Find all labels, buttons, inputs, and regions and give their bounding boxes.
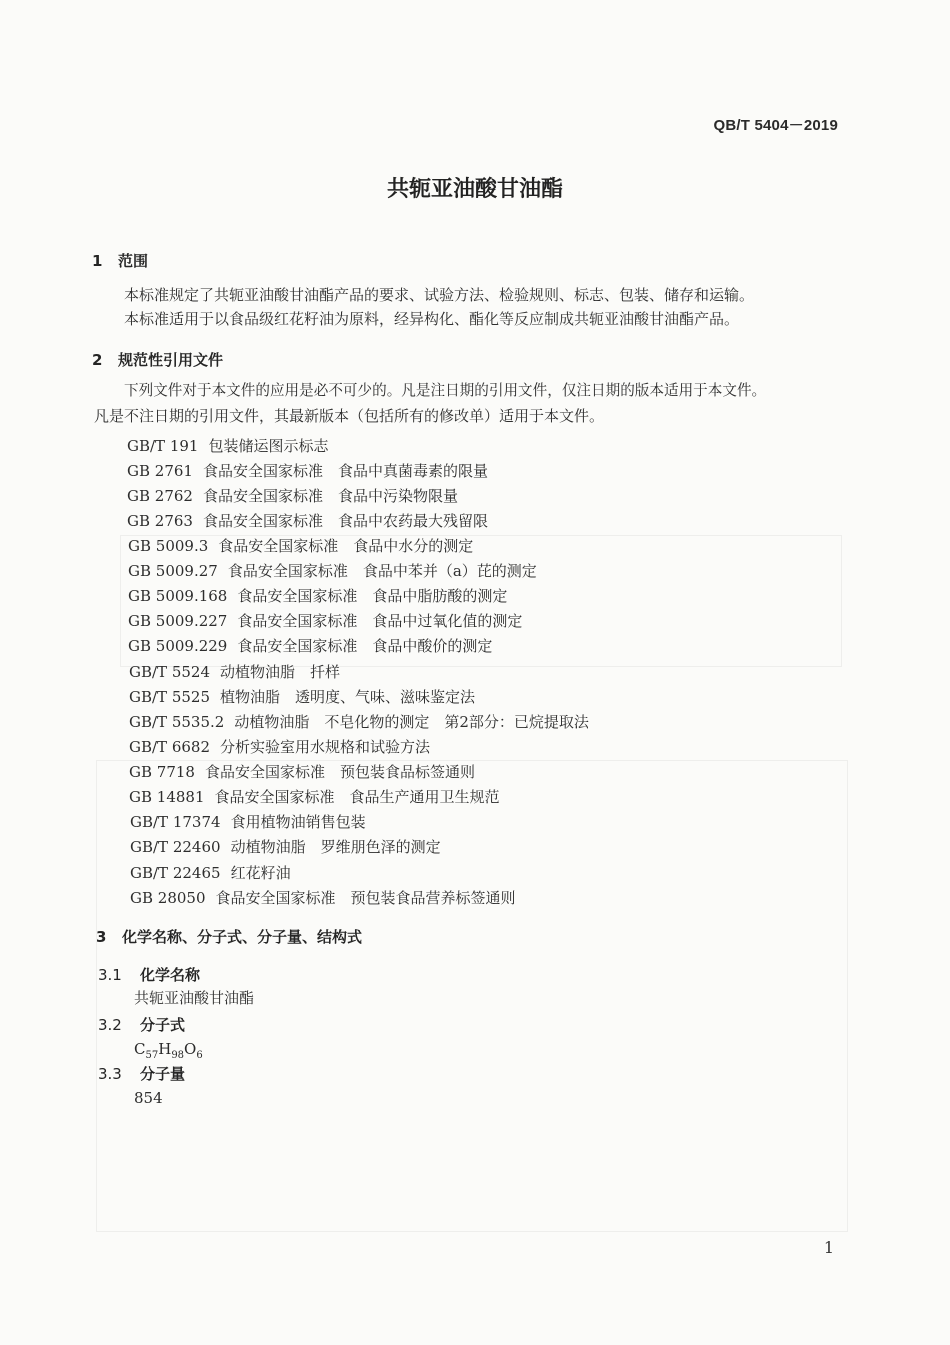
reference-item: GB 28050 食品安全国家标准 预包装食品营养标签通则: [130, 889, 516, 907]
page-number: 1: [823, 1238, 834, 1257]
reference-item: GB 14881 食品安全国家标准 食品生产通用卫生规范: [129, 788, 500, 806]
reference-item: GB 2761 食品安全国家标准 食品中真菌毒素的限量: [127, 462, 488, 480]
molecular-weight-value: 854: [134, 1089, 163, 1107]
reference-item: GB/T 5525 植物油脂 透明度、气味、滋味鉴定法: [129, 688, 476, 706]
document-title: 共轭亚油酸甘油酯: [386, 177, 563, 202]
reference-item: GB/T 6682 分析实验室用水规格和试验方法: [129, 738, 431, 756]
standard-number: QB/T 5404－2019: [713, 117, 838, 134]
subsection-number: 3.3: [98, 1065, 122, 1083]
reference-item: GB/T 22465 红花籽油: [130, 864, 291, 882]
reference-item: GB 2762 食品安全国家标准 食品中污染物限量: [127, 487, 458, 505]
section-title: 化学名称、分子式、分子量、结构式: [122, 928, 363, 946]
section-1-heading: [92, 250, 148, 271]
subsection-3-1-heading: [98, 964, 200, 985]
reference-item: GB/T 17374 食用植物油销售包装: [130, 813, 366, 831]
reference-item: GB/T 191 包装储运图示标志: [127, 437, 329, 455]
reference-item: GB 5009.229 食品安全国家标准 食品中酸价的测定: [128, 637, 493, 655]
subsection-title: 化学名称: [140, 966, 201, 984]
reference-item: GB 5009.168 食品安全国家标准 食品中脂肪酸的测定: [128, 587, 508, 605]
reference-item: GB 7718 食品安全国家标准 预包装食品标签通则: [129, 763, 475, 781]
section-2-heading: [92, 349, 223, 370]
section-3-heading: [96, 926, 362, 947]
reference-item: GB 5009.227 食品安全国家标准 食品中过氧化值的测定: [128, 612, 523, 630]
scope-paragraph-2: 本标准适用于以食品级红花籽油为原料，经异构化、酯化等反应制成共轭亚油酸甘油酯产品。: [124, 310, 740, 328]
references-intro-line-2: 凡是不注日期的引用文件，其最新版本（包括所有的修改单）适用于本文件。: [94, 407, 605, 425]
reference-item: GB 5009.27 食品安全国家标准 食品中苯并（a）芘的测定: [128, 562, 537, 580]
references-intro-line-1: 下列文件对于本文件的应用是必不可少的。凡是注日期的引用文件，仅注日期的版本适用于本文件。: [124, 382, 767, 399]
subsection-title: 分子式: [140, 1016, 186, 1034]
section-title: 范围: [118, 252, 149, 270]
section-title: 规范性引用文件: [118, 351, 224, 369]
section-number: 3: [96, 928, 107, 946]
reference-item: GB/T 5535.2 动植物油脂 不皂化物的测定 第2部分：已烷提取法: [129, 713, 589, 731]
reference-item: GB 5009.3 食品安全国家标准 食品中水分的测定: [128, 537, 474, 555]
subsection-number: 3.1: [98, 966, 122, 984]
subsection-title: 分子量: [140, 1065, 186, 1083]
subsection-3-3-heading: [98, 1063, 185, 1084]
subsection-3-2-heading: [98, 1014, 185, 1035]
reference-item: GB/T 22460 动植物油脂 罗维朋色泽的测定: [130, 838, 441, 856]
molecular-formula: $C_{57}H_{98}O_6$: [134, 1040, 203, 1061]
section-number: 2: [92, 351, 103, 369]
section-number: 1: [92, 252, 103, 270]
scope-paragraph-1: 本标准规定了共轭亚油酸甘油酯产品的要求、试验方法、检验规则、标志、包装、储存和运输。: [124, 286, 755, 304]
subsection-number: 3.2: [98, 1016, 122, 1034]
chemical-name-value: 共轭亚油酸甘油酯: [134, 989, 255, 1007]
reference-item: GB 2763 食品安全国家标准 食品中农药最大残留限: [127, 512, 488, 530]
reference-item: GB/T 5524 动植物油脂 扦样: [129, 663, 341, 681]
